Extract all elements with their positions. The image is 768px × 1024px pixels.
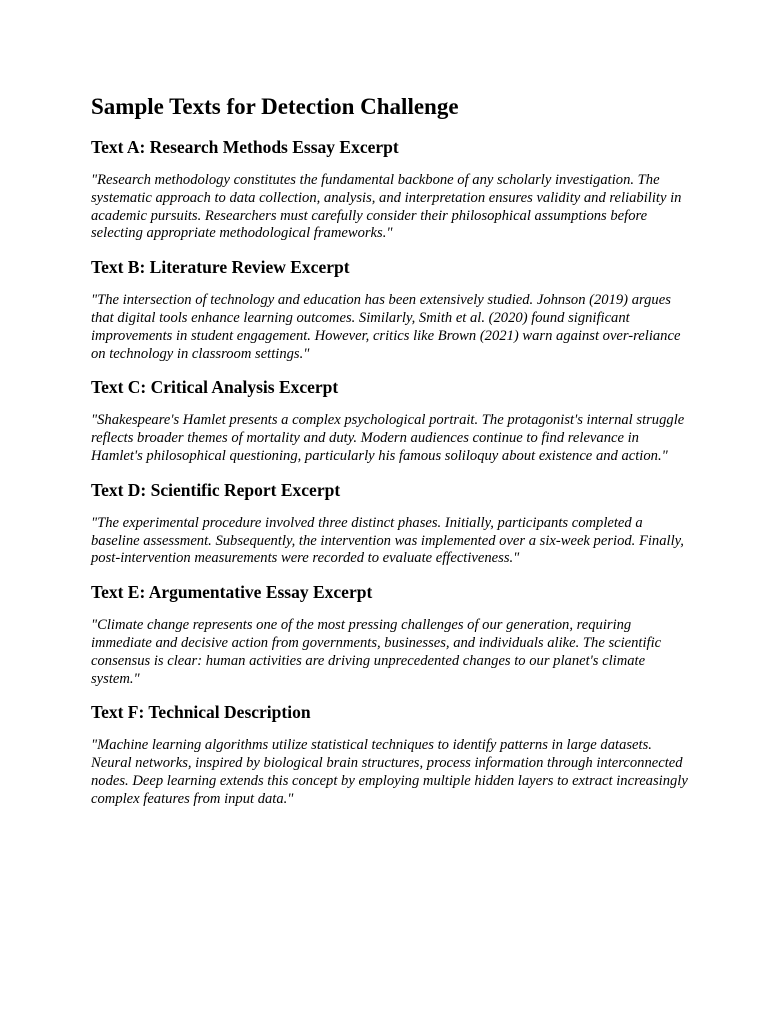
section-text-c xyxy=(91,375,691,465)
section-excerpt: "Climate change represents one of the most pressing challenges of our generation, requiring immediate and decisive action from governments, businesses, and individuals alike. The scientific consensus is clear: human activities are driving unprecedented changes to our planet's climate system." xyxy=(91,617,662,687)
section-heading: Text C: Critical Analysis Excerpt xyxy=(91,377,339,398)
section-excerpt: "The intersection of technology and education has been extensively studied. Johnson (2019) argues that digital tools enhance learning outcomes. Similarly, Smith et al. (2020) found significant improvements in student engagement. However, critics like Brown (2021) warn against over-reliance on technology in classroom settings." xyxy=(91,292,681,362)
section-text-a xyxy=(91,135,691,243)
section-text-d xyxy=(91,478,691,568)
section-heading: Text F: Technical Description xyxy=(91,702,311,723)
section-excerpt: "Shakespeare's Hamlet presents a complex psychological portrait. The protagonist's internal struggle reflects broader themes of mortality and duty. Modern audiences continue to find relevance in Hamlet's philosophical questioning, particularly his famous soliloquy about existence and action." xyxy=(91,412,685,464)
section-heading: Text B: Literature Review Excerpt xyxy=(91,257,350,278)
section-excerpt: "The experimental procedure involved three distinct phases. Initially, participants completed a baseline assessment. Subsequently, the intervention was implemented over a six-week period. Finally, post-intervention measurements were recorded to evaluate effectiveness." xyxy=(91,514,684,567)
section-text-e xyxy=(91,580,691,688)
section-heading: Text D: Scientific Report Excerpt xyxy=(91,479,341,500)
section-excerpt: "Research methodology constitutes the fundamental backbone of any scholarly investigation. The systematic approach to data collection, analysis, and interpretation ensures validity and reliability in academic pursuits. Researchers must carefully consider their philosophical assumptions before selecting appropriate methodological frameworks." xyxy=(91,172,682,242)
section-text-f xyxy=(91,700,691,808)
document-page xyxy=(91,92,691,821)
section-heading: Text E: Argumentative Essay Excerpt xyxy=(91,582,373,603)
section-heading: Text A: Research Methods Essay Excerpt xyxy=(91,137,399,157)
document-title: Sample Texts for Detection Challenge xyxy=(91,94,459,119)
section-excerpt: "Machine learning algorithms utilize statistical techniques to identify patterns in large datasets. Neural networks, inspired by biological brain structures, process information through interconnected nodes. Deep learning extends this concept by employing multiple hidden layers to extract increasingly complex features from input data." xyxy=(91,737,688,807)
section-text-b xyxy=(91,255,691,363)
